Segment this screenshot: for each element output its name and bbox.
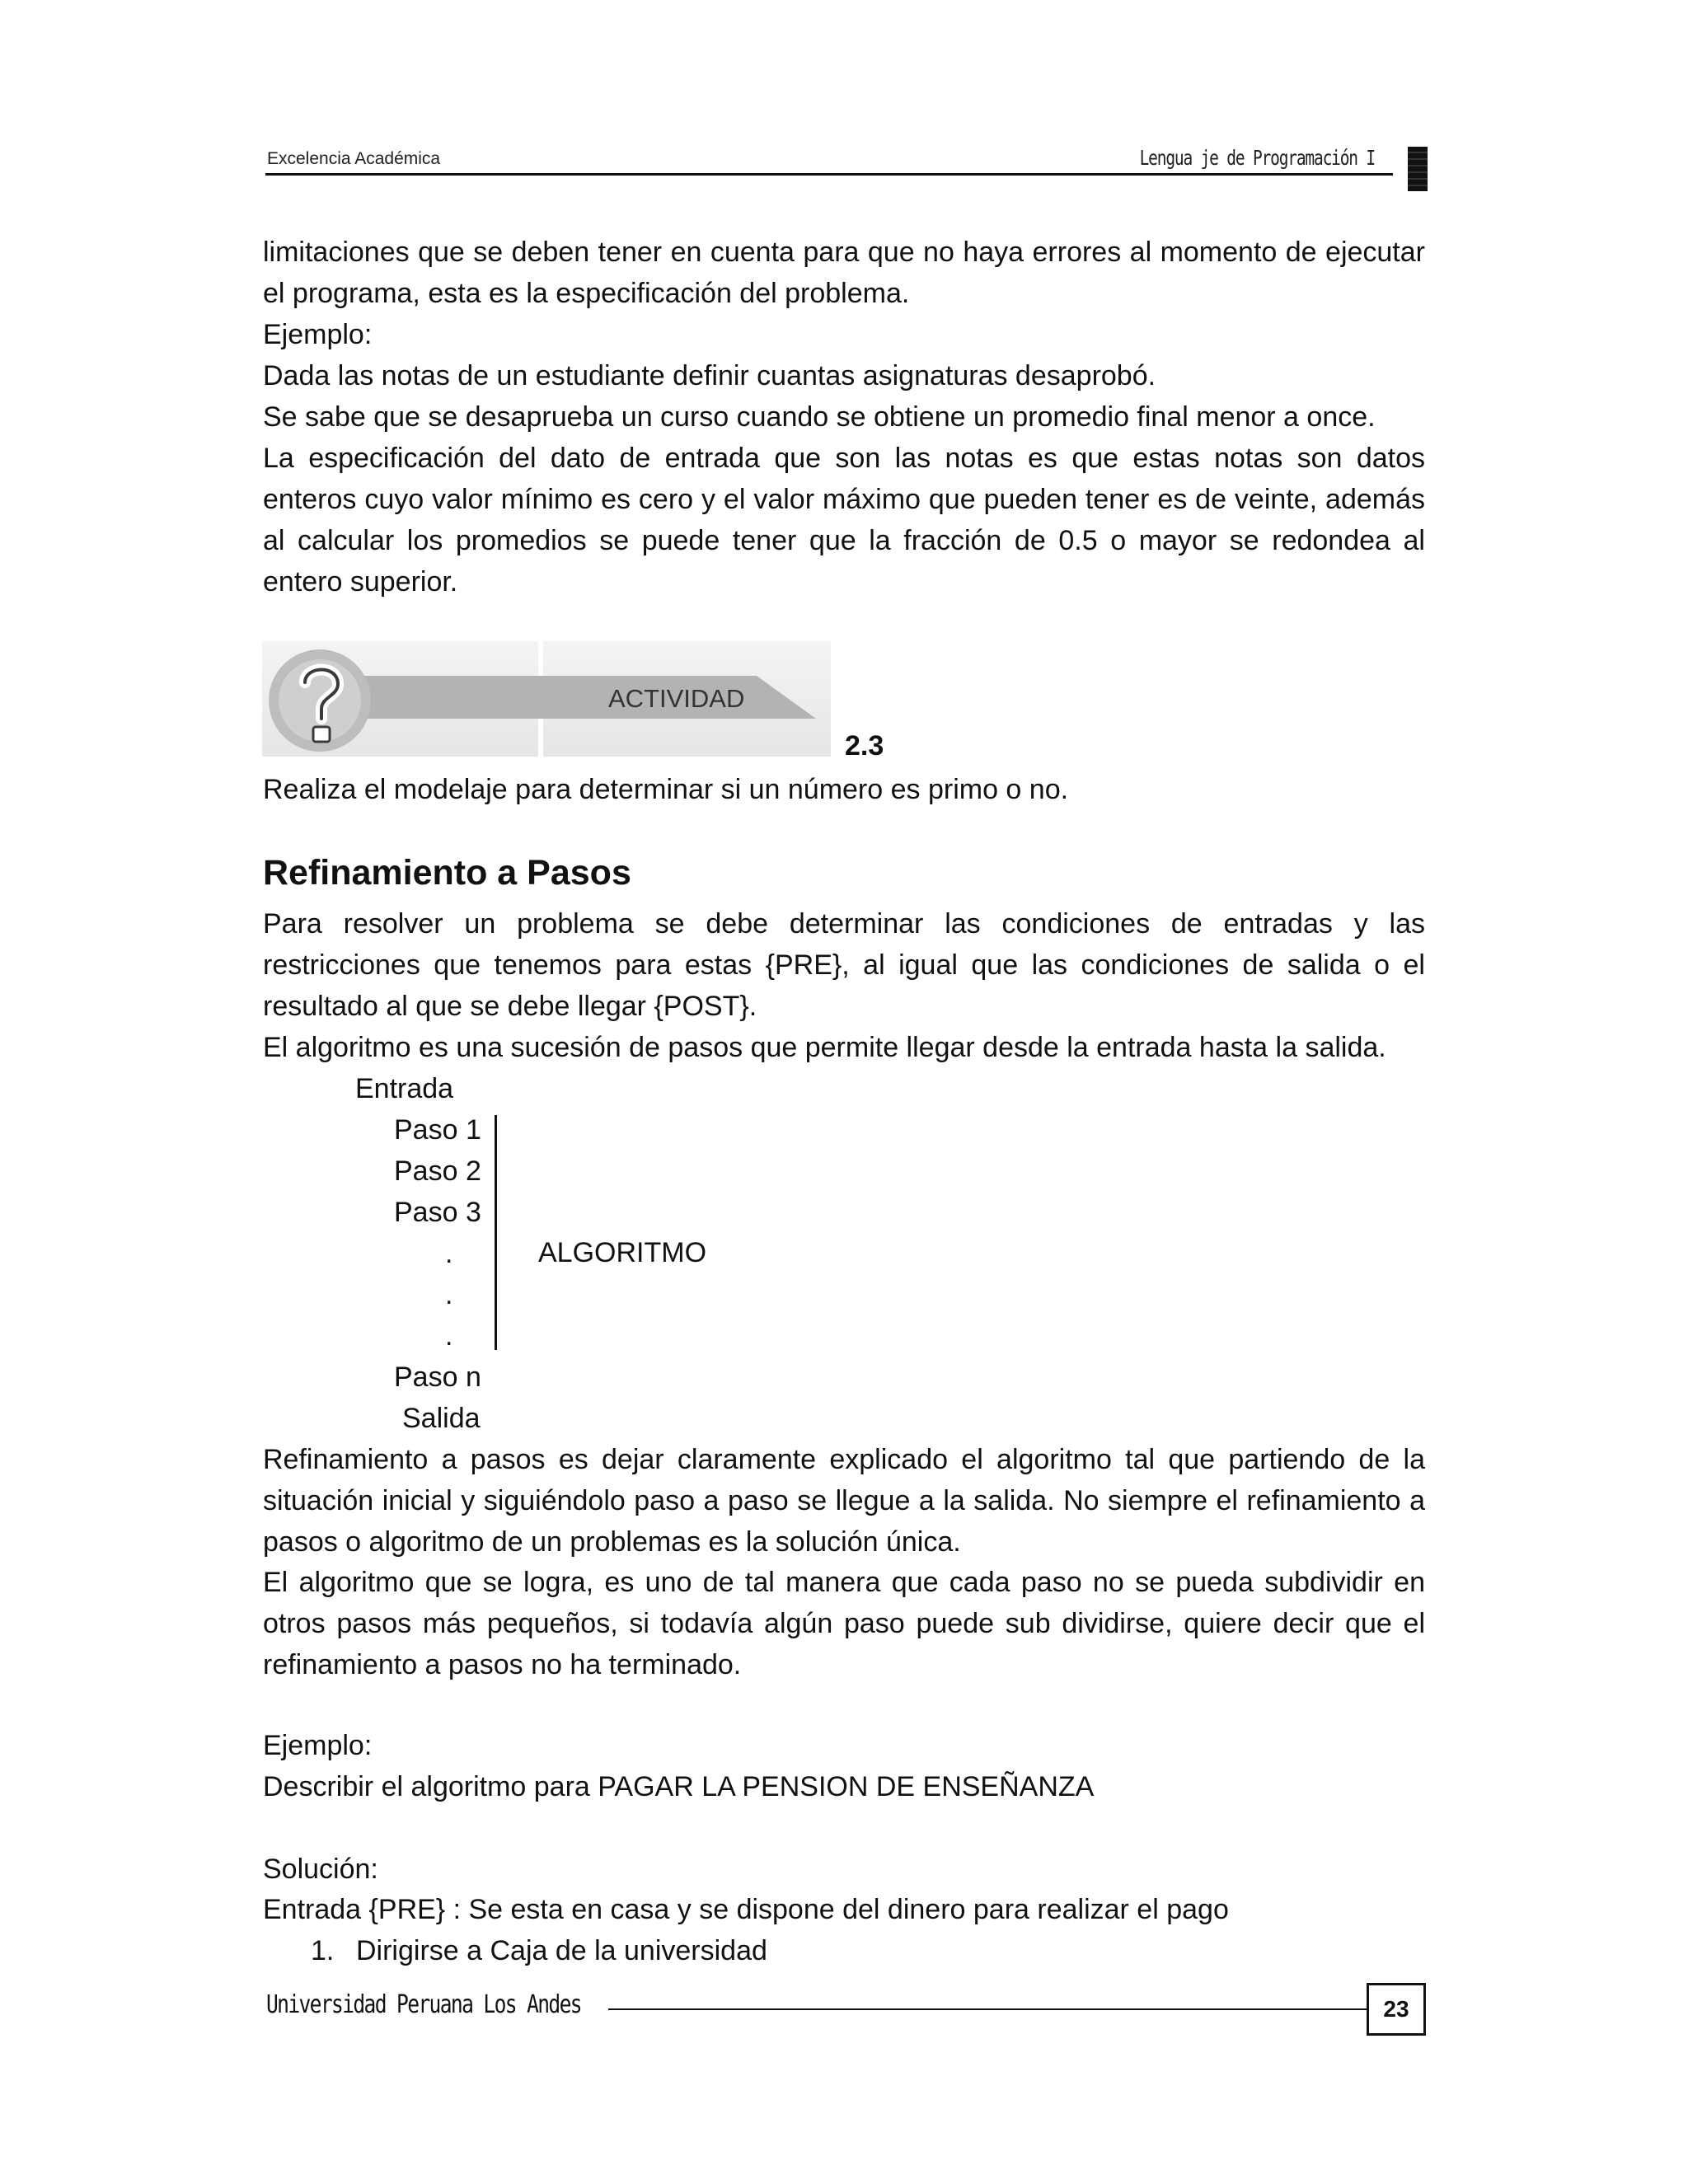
activity-text: Realiza el modelaje para determinar si un número es primo o no. xyxy=(263,774,1069,805)
diagram-input: Entrada xyxy=(355,1073,454,1104)
diagram-step-2: Paso 2 xyxy=(394,1155,481,1187)
list-item-text: Dirigirse a Caja de la universidad xyxy=(356,1935,767,1966)
example-2-text: Describir el algoritmo para PAGAR LA PENSION DE ENSEÑANZA xyxy=(263,1771,1095,1802)
section-paragraph-pre-post: Para resolver un problema se debe determinar las condiciones de entradas y las restricciones que tenemos para estas {PRE}, al igual que las condiciones de salida o el resultado al que se debe llegar {POST}. xyxy=(263,908,1425,1022)
header-marker-block xyxy=(1408,147,1428,191)
diagram-output: Salida xyxy=(402,1403,481,1434)
intro-paragraph: limitaciones que se deben tener en cuenta para que no haya errores al momento de ejecutar el programa, esta es la especificación del problema. xyxy=(263,237,1425,309)
refinement-complete-paragraph: El algoritmo que se logra, es uno de tal manera que cada paso no se pueda subdividir en otros pasos más pequeños, si todavía algún paso puede sub dividirse, quiere decir que el refinamiento a pasos no ha terminado. xyxy=(263,1567,1425,1680)
example-statement: Dada las notas de un estudiante definir cuantas asignaturas desaprobó. xyxy=(263,360,1156,391)
input-specification: La especificación del dato de entrada que son las notas es que estas notas son datos enteros cuyo valor mínimo es cero y el valor máximo que pueden tener es de veinte, además al calcular los promedios se puede tener que la fracción de 0.5 o mayor se redondea al entero superior. xyxy=(263,443,1425,598)
activity-number: 2.3 xyxy=(845,730,884,762)
diagram-ellipsis-1: . xyxy=(445,1238,453,1269)
page-number: 23 xyxy=(1367,1983,1426,2036)
example-label: Ejemplo: xyxy=(263,319,373,350)
example-2-label: Ejemplo: xyxy=(263,1730,373,1761)
diagram-ellipsis-3: . xyxy=(445,1320,453,1352)
header-left-title: Excelencia Académica xyxy=(267,149,441,168)
diagram-step-1: Paso 1 xyxy=(394,1114,481,1146)
diagram-step-3: Paso 3 xyxy=(394,1197,481,1228)
diagram-ellipsis-2: . xyxy=(445,1279,453,1310)
diagram-bracket-line xyxy=(495,1115,497,1350)
header-right-title: Lengua je de Programación I xyxy=(1139,146,1375,170)
solution-label: Solución: xyxy=(263,1854,378,1885)
header-rule xyxy=(265,173,1393,176)
refinement-paragraph: Refinamiento a pasos es dejar claramente explicado el algoritmo tal que partiendo de la situación inicial y siguiéndolo paso a paso se llegue a la salida. No siempre el refinamiento a pasos o algoritmo de un problemas es la solución única. xyxy=(263,1444,1425,1558)
footer-university: Universidad Peruana Los Andes xyxy=(266,1990,581,2019)
solution-entry: Entrada {PRE} : Se esta en casa y se dispone del dinero para realizar el pago xyxy=(263,1894,1229,1925)
activity-banner-graphic xyxy=(262,641,831,757)
list-item-number: 1. xyxy=(311,1935,335,1966)
example-rule: Se sabe que se desaprueba un curso cuando se obtiene un promedio final menor a once. xyxy=(263,401,1376,433)
section-title: Refinamiento a Pasos xyxy=(263,853,631,893)
diagram-step-n: Paso n xyxy=(394,1361,481,1393)
footer-rule xyxy=(608,2008,1368,2010)
activity-label: ACTIVIDAD xyxy=(608,684,745,713)
section-paragraph-algorithm: El algoritmo es una sucesión de pasos que permite llegar desde la entrada hasta la salida. xyxy=(263,1032,1386,1063)
activity-banner xyxy=(262,641,831,757)
diagram-algorithm-label: ALGORITMO xyxy=(538,1237,707,1268)
